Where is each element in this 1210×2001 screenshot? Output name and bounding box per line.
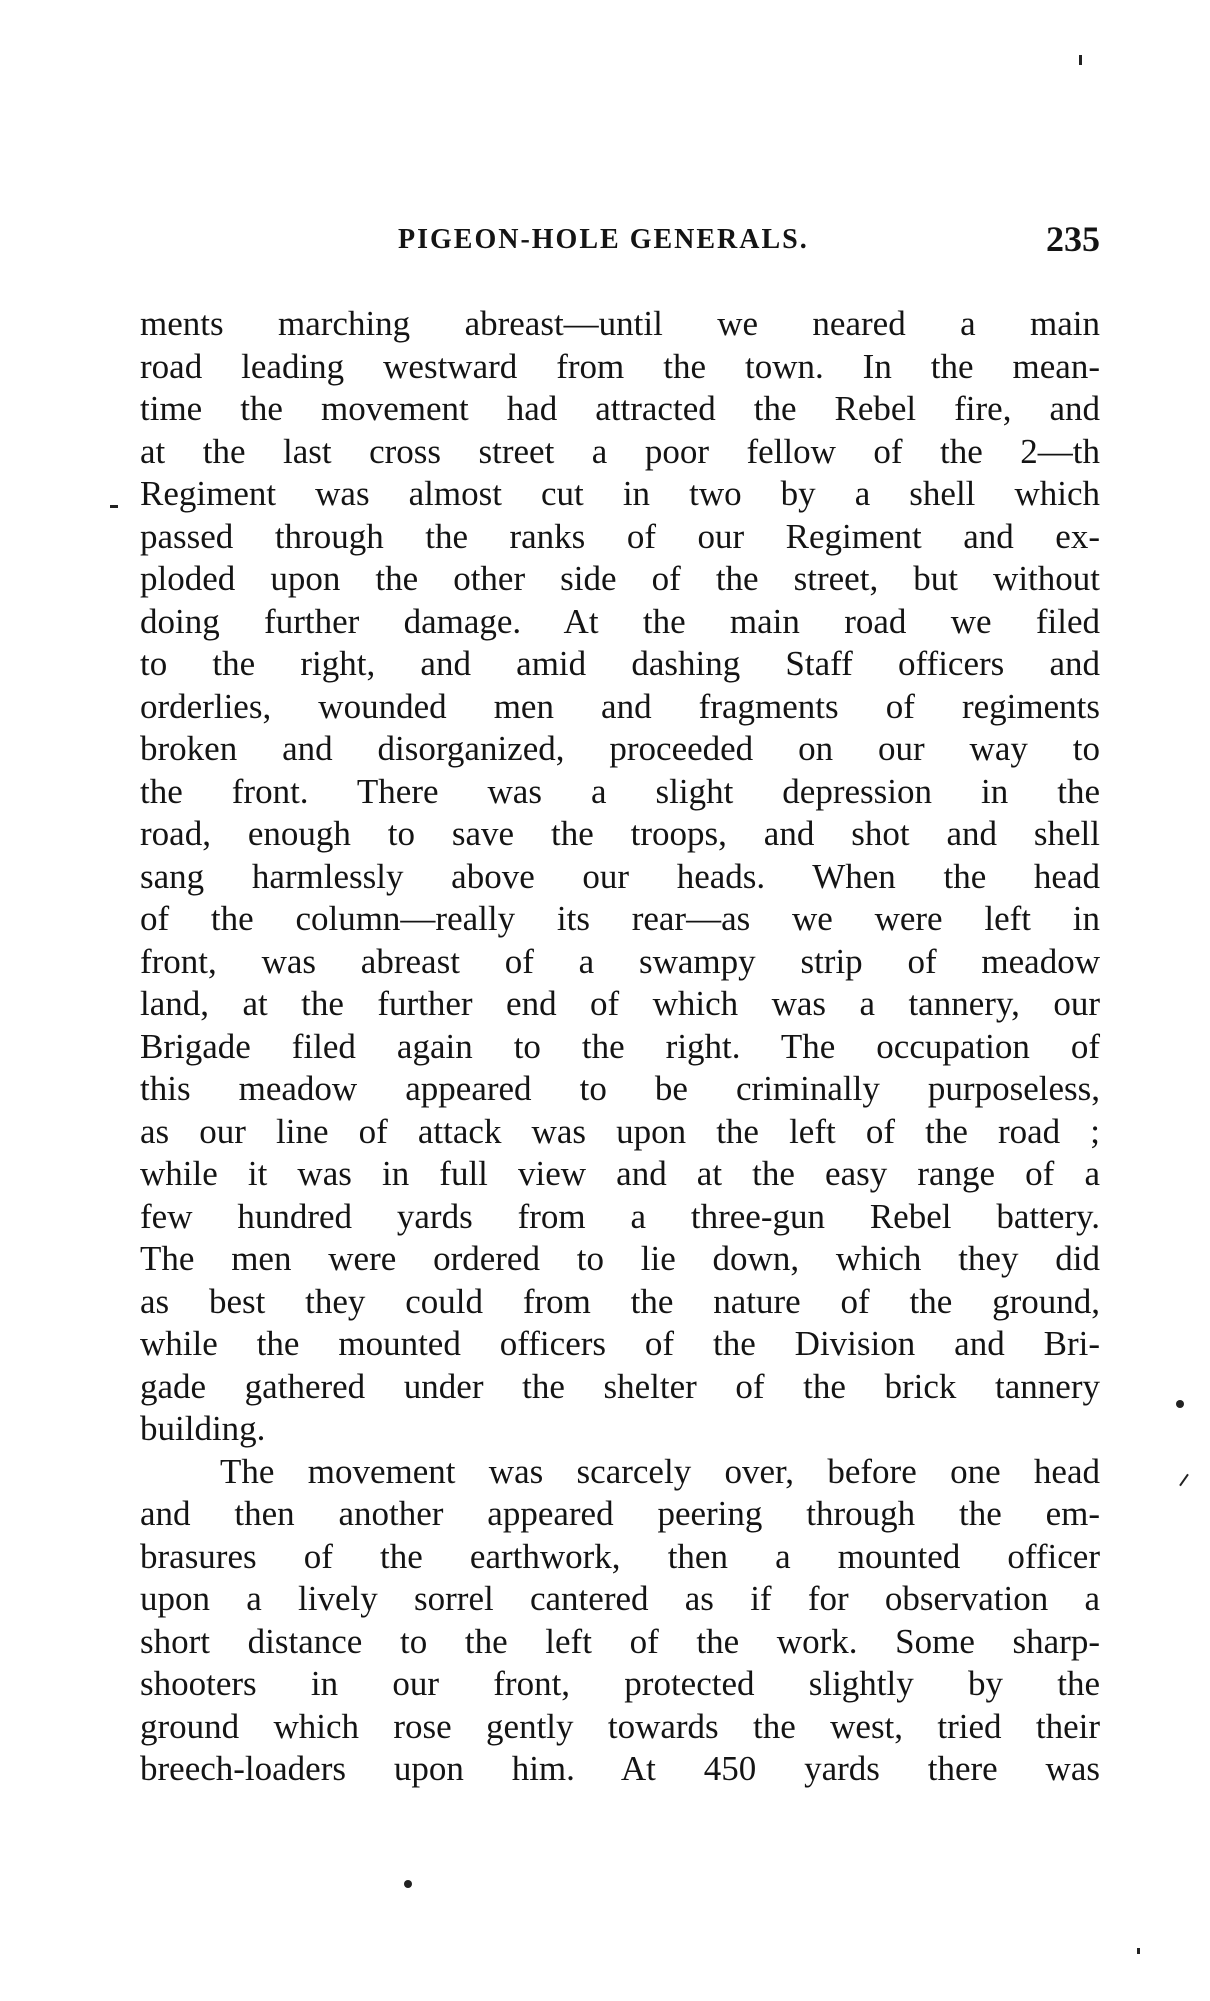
print-speck <box>110 505 118 508</box>
text-line: and then another appeared peering through the em- <box>140 1494 1100 1533</box>
text-line: The men were ordered to lie down, which they did <box>140 1239 1100 1278</box>
text-line: this meadow appeared to be criminally purposeless, <box>140 1069 1100 1108</box>
text-line: as our line of attack was upon the left of the road ; <box>140 1111 1100 1151</box>
text-line: few hundred yards from a three-gun Rebel battery. <box>140 1196 1100 1236</box>
text-line: Brigade filed again to the right. The occupation of <box>140 1026 1100 1066</box>
text-line: doing further damage. At the main road we filed <box>140 601 1100 641</box>
text-line: ments marching abreast—until we neared a main <box>140 304 1100 343</box>
text-line: of the column—really its rear—as we were left in <box>140 899 1100 938</box>
paragraph-end-line: building. <box>140 1409 266 1448</box>
text-line: gade gathered under the shelter of the brick tannery <box>140 1366 1100 1406</box>
text-line: road leading westward from the town. In the mean- <box>140 346 1100 386</box>
text-line: to the right, and amid dashing Staff officers and <box>140 644 1100 683</box>
text-line: brasures of the earthwork, then a mounted officer <box>140 1536 1100 1576</box>
print-speck <box>1079 55 1082 65</box>
paragraph-start-line: The movement was scarcely over, before one head <box>220 1451 1100 1491</box>
text-line: road, enough to save the troops, and shot and shell <box>140 814 1100 853</box>
text-line: passed through the ranks of our Regiment and ex- <box>140 516 1100 556</box>
text-line: ploded upon the other side of the street, but without <box>140 559 1100 598</box>
running-head <box>140 218 1110 268</box>
print-speck <box>1137 1948 1140 1954</box>
text-line: Regiment was almost cut in two by a shell which <box>140 474 1100 513</box>
text-line: while it was in full view and at the easy range of a <box>140 1154 1100 1193</box>
body-text <box>140 303 1100 1791</box>
text-line: upon a lively sorrel cantered as if for observation a <box>140 1579 1100 1618</box>
page-number: 235 <box>1046 219 1100 259</box>
text-line: as best they could from the nature of the ground, <box>140 1281 1100 1321</box>
text-line: while the mounted officers of the Division and Bri- <box>140 1324 1100 1363</box>
text-line: the front. There was a slight depression in the <box>140 771 1100 811</box>
text-line: sang harmlessly above our heads. When the head <box>140 856 1100 896</box>
text-line: shooters in our front, protected slightly by the <box>140 1664 1100 1703</box>
text-line: breech-loaders upon him. At 450 yards there was <box>140 1749 1100 1788</box>
text-line: ground which rose gently towards the west, tried their <box>140 1706 1100 1746</box>
text-line: land, at the further end of which was a tannery, our <box>140 984 1100 1023</box>
text-line: short distance to the left of the work. Some sharp- <box>140 1621 1100 1661</box>
text-line: orderlies, wounded men and fragments of regiments <box>140 686 1100 726</box>
running-title: PIGEON-HOLE GENERALS. <box>398 224 809 255</box>
print-speck <box>404 1880 412 1888</box>
print-speck <box>1176 1400 1184 1408</box>
text-line: at the last cross street a poor fellow of the 2—th <box>140 431 1100 471</box>
text-line: front, was abreast of a swampy strip of meadow <box>140 941 1100 981</box>
text-line: broken and disorganized, proceeded on our way to <box>140 729 1100 768</box>
text-line: time the movement had attracted the Rebel fire, and <box>140 389 1100 428</box>
print-speck <box>1179 1474 1189 1487</box>
